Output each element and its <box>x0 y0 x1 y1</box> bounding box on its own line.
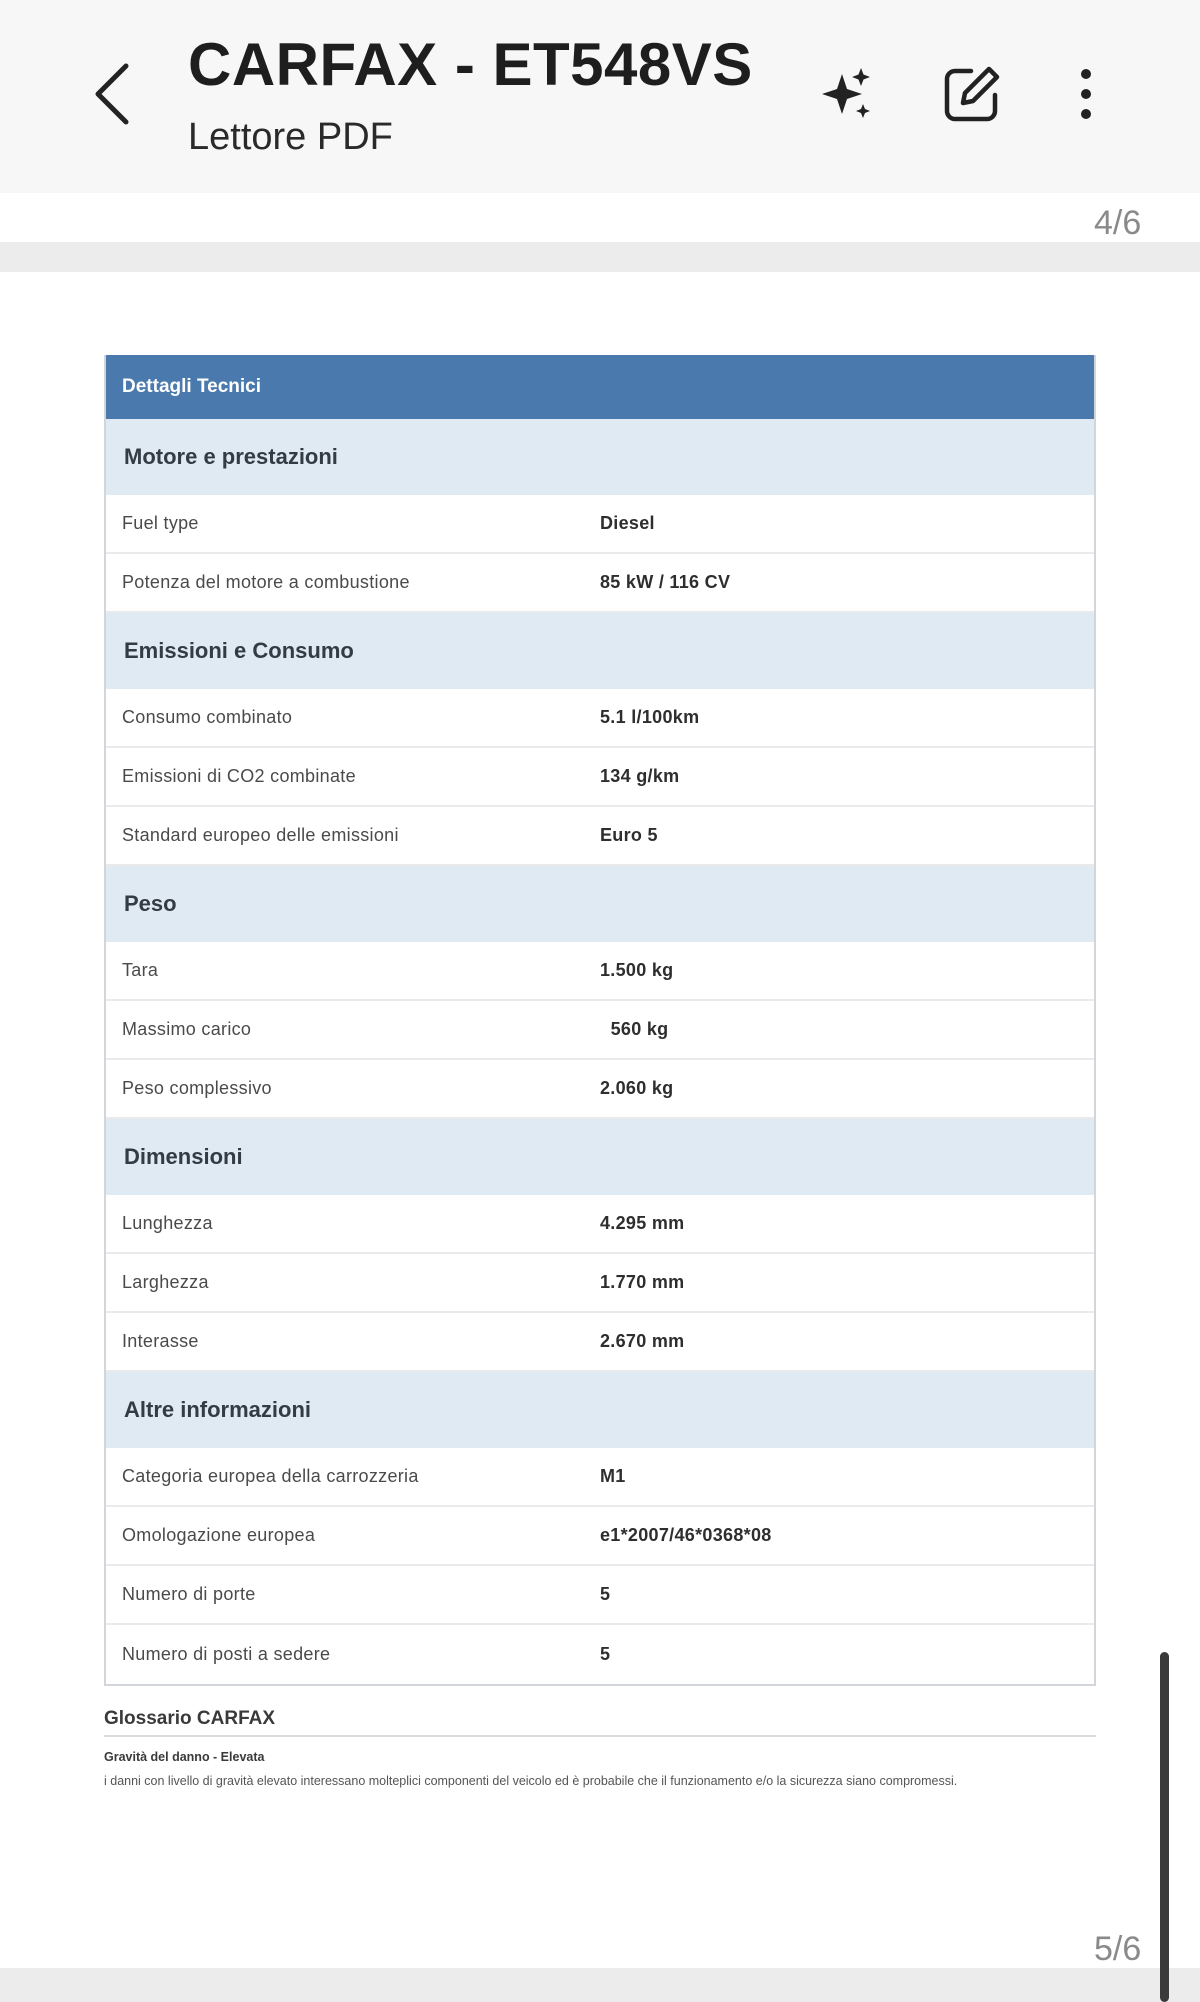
table-row <box>106 1195 1094 1254</box>
ai-assist-button[interactable] <box>808 56 884 132</box>
table-row <box>106 942 1094 1001</box>
table-row <box>106 1060 1094 1119</box>
row-value: 1.500 kg <box>600 960 674 980</box>
section-emissions: Emissioni e Consumo <box>106 613 1094 689</box>
edit-button[interactable] <box>934 56 1010 132</box>
row-label: Numero di porte <box>122 1584 256 1604</box>
back-arrow-icon <box>92 62 132 126</box>
row-value: 85 kW / 116 CV <box>600 572 731 592</box>
app-subtitle: Lettore PDF <box>188 116 393 158</box>
row-value: 5 <box>600 1584 611 1604</box>
row-label: Interasse <box>122 1331 199 1351</box>
back-button[interactable] <box>82 58 142 130</box>
table-row <box>106 1313 1094 1372</box>
table-row <box>106 1254 1094 1313</box>
row-value: 2.670 mm <box>600 1331 685 1351</box>
row-value: 2.060 kg <box>600 1078 674 1098</box>
glossary-term: Gravità del danno - Elevata <box>104 1750 265 1764</box>
row-label: Categoria europea della carrozzeria <box>122 1466 419 1486</box>
row-value: 5 <box>600 1644 611 1664</box>
row-label: Fuel type <box>122 513 199 533</box>
row-label: Tara <box>122 960 159 980</box>
row-label: Peso complessivo <box>122 1078 272 1098</box>
row-value: 4.295 mm <box>600 1213 685 1233</box>
more-vertical-icon <box>1076 64 1096 124</box>
technical-details-table <box>104 355 1096 1686</box>
previous-page-number: 4/6 <box>1094 204 1142 242</box>
current-page-number: 5/6 <box>1094 1930 1142 1968</box>
row-value: 5.1 l/100km <box>600 707 700 727</box>
table-row <box>106 1625 1094 1684</box>
section-other-info: Altre informazioni <box>106 1372 1094 1448</box>
table-row <box>106 1566 1094 1625</box>
edit-icon <box>941 63 1003 125</box>
table-header: Dettagli Tecnici <box>106 355 1094 419</box>
row-label: Lunghezza <box>122 1213 213 1233</box>
more-options-button[interactable] <box>1048 56 1124 132</box>
table-row <box>106 1448 1094 1507</box>
row-label: Potenza del motore a combustione <box>122 572 410 592</box>
row-value: 134 g/km <box>600 766 680 786</box>
row-value: M1 <box>600 1466 626 1486</box>
sparkle-ai-icon <box>816 64 876 124</box>
table-row <box>106 807 1094 866</box>
row-label: Numero di posti a sedere <box>122 1644 331 1664</box>
table-row <box>106 495 1094 554</box>
row-label: Larghezza <box>122 1272 209 1292</box>
document-title: CARFAX - ET548VS <box>188 31 753 98</box>
row-label: Emissioni di CO2 combinate <box>122 766 356 786</box>
glossary-divider <box>104 1735 1096 1737</box>
table-row <box>106 748 1094 807</box>
scrollbar-thumb[interactable] <box>1160 1652 1169 2002</box>
table-row <box>106 1507 1094 1566</box>
section-dimensions: Dimensioni <box>106 1119 1094 1195</box>
page-separator <box>0 242 1200 272</box>
row-value: Euro 5 <box>600 825 658 845</box>
page-separator-bottom <box>0 1968 1200 2002</box>
glossary-definition: i danni con livello di gravità elevato interessano molteplici componenti del veicolo ed è probabile che il funzionamento e/o la sicurezza siano compromessi. <box>104 1774 958 1788</box>
row-value: e1*2007/46*0368*08 <box>600 1525 772 1545</box>
row-value: 560 kg <box>600 1019 669 1039</box>
row-label: Consumo combinato <box>122 707 293 727</box>
row-label: Massimo carico <box>122 1019 252 1039</box>
row-label: Omologazione europea <box>122 1525 316 1545</box>
table-row <box>106 554 1094 613</box>
table-row <box>106 689 1094 748</box>
row-value: Diesel <box>600 513 655 533</box>
section-weight: Peso <box>106 866 1094 942</box>
row-label: Standard europeo delle emissioni <box>122 825 399 845</box>
row-value: 1.770 mm <box>600 1272 685 1292</box>
section-engine: Motore e prestazioni <box>106 419 1094 495</box>
table-row <box>106 1001 1094 1060</box>
glossary-title: Glossario CARFAX <box>104 1708 276 1729</box>
app-bar <box>0 0 1200 193</box>
